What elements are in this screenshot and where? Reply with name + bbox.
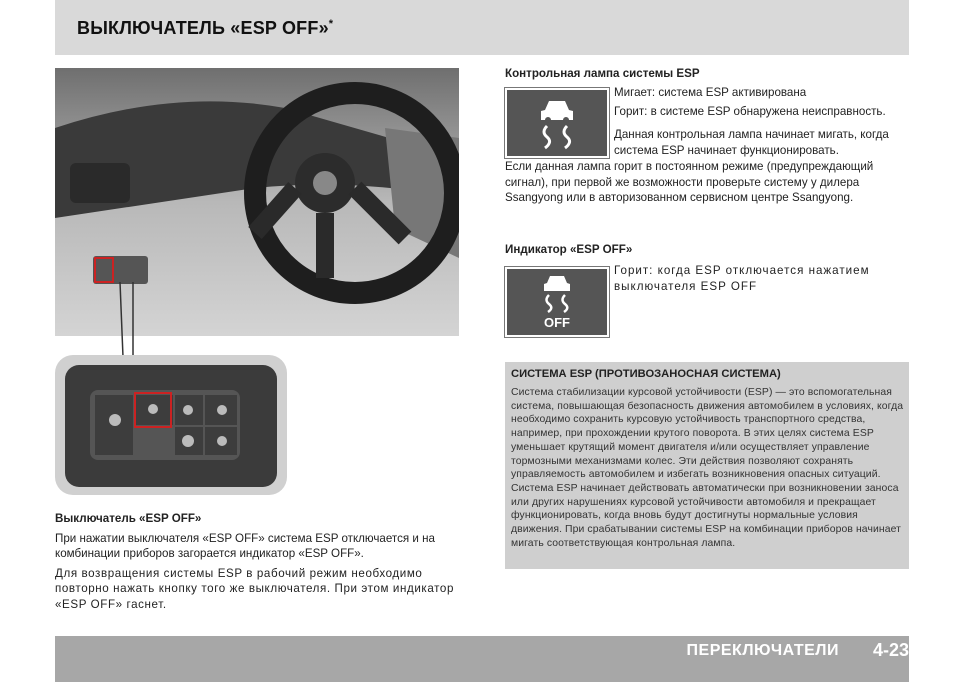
page-footer [55,636,909,682]
esp-off-icon-box [505,267,609,337]
esp-switch-paragraph-1: При нажатии выключателя «ESP OFF» система ESP отключается и на комбинации приборов загорается индикатор «ESP OFF». [55,531,435,560]
title-footnote-mark: * [328,18,334,30]
esp-lamp-warning: Если данная лампа горит в постоянном режиме (предупреждающий сигнал), при первой же возможности проверьте систему у дилера Ssangyong или в авторизованном сервисном центре Ssangyong. [505,160,874,204]
switch-panel-illustration [55,355,287,495]
esp-off-icon-label: OFF [544,315,570,330]
esp-off-title: Индикатор «ESP OFF» [505,243,633,256]
page-title-text: ВЫКЛЮЧАТЕЛЬ «ESP OFF» [77,18,329,38]
esp-lamp-blinking: Мигает: система ESP активирована [614,86,807,99]
esp-switch-section [55,511,459,612]
page-number: 4-23 [872,640,909,660]
esp-info-box [505,362,909,569]
footer-section-title: ПЕРЕКЛЮЧАТЕЛИ [686,642,839,659]
switch-panel-photo [55,355,287,495]
page-title [77,18,333,39]
esp-lamp-icon-box [505,88,609,158]
esp-lamp-title: Контрольная лампа системы ESP [505,67,700,80]
esp-switch-paragraph-2: Для возвращения системы ESP в рабочий режим необходимо повторно нажать кнопку того же выключателя. При этом индикатор «ESP OFF» гаснет. [55,566,454,611]
esp-lamp-note: Данная контрольная лампа начинает мигать, когда система ESP начинает функционировать. [614,128,889,157]
esp-off-text: Горит: когда ESP отключается нажатием выключателя ESP OFF [614,264,870,293]
esp-lamp-on: Горит: в системе ESP обнаружена неисправность. [614,105,886,118]
esp-switch-subtitle: Выключатель «ESP OFF» [55,512,202,525]
esp-info-body: Система стабилизации курсовой устойчивости (ESP) — это вспомогательная система, повышающая безопасность движения автомобилем в условиях, когда необходимо сохранить курсовую устойчивость транспортного средства, например, при прохождении крутого поворота. В этих целях система ESP уменьшает крутящий момент двигателя и/или осуществляет управление тормозными механизмами колес. Эти действия позволяют сохранять управляемость автомобилем и избегать возникновения опасных ситуаций. Система ESP начинает действовать автоматически при возникновении заноса или других нарушениях курсовой устойчивости автомобиля и прекращает функционировать, когда вновь будут достигнуты нормальные условия движения. При срабатывании системы ESP на комбинации приборов начинает мигать соответствующая контрольная лампа. [511,387,904,549]
callout-connector [55,280,175,360]
skid-car-icon [507,90,607,156]
esp-info-title: СИСТЕМА ESP (ПРОТИВОЗАНОСНАЯ СИСТЕМА) [511,368,781,380]
page-header [55,0,909,55]
